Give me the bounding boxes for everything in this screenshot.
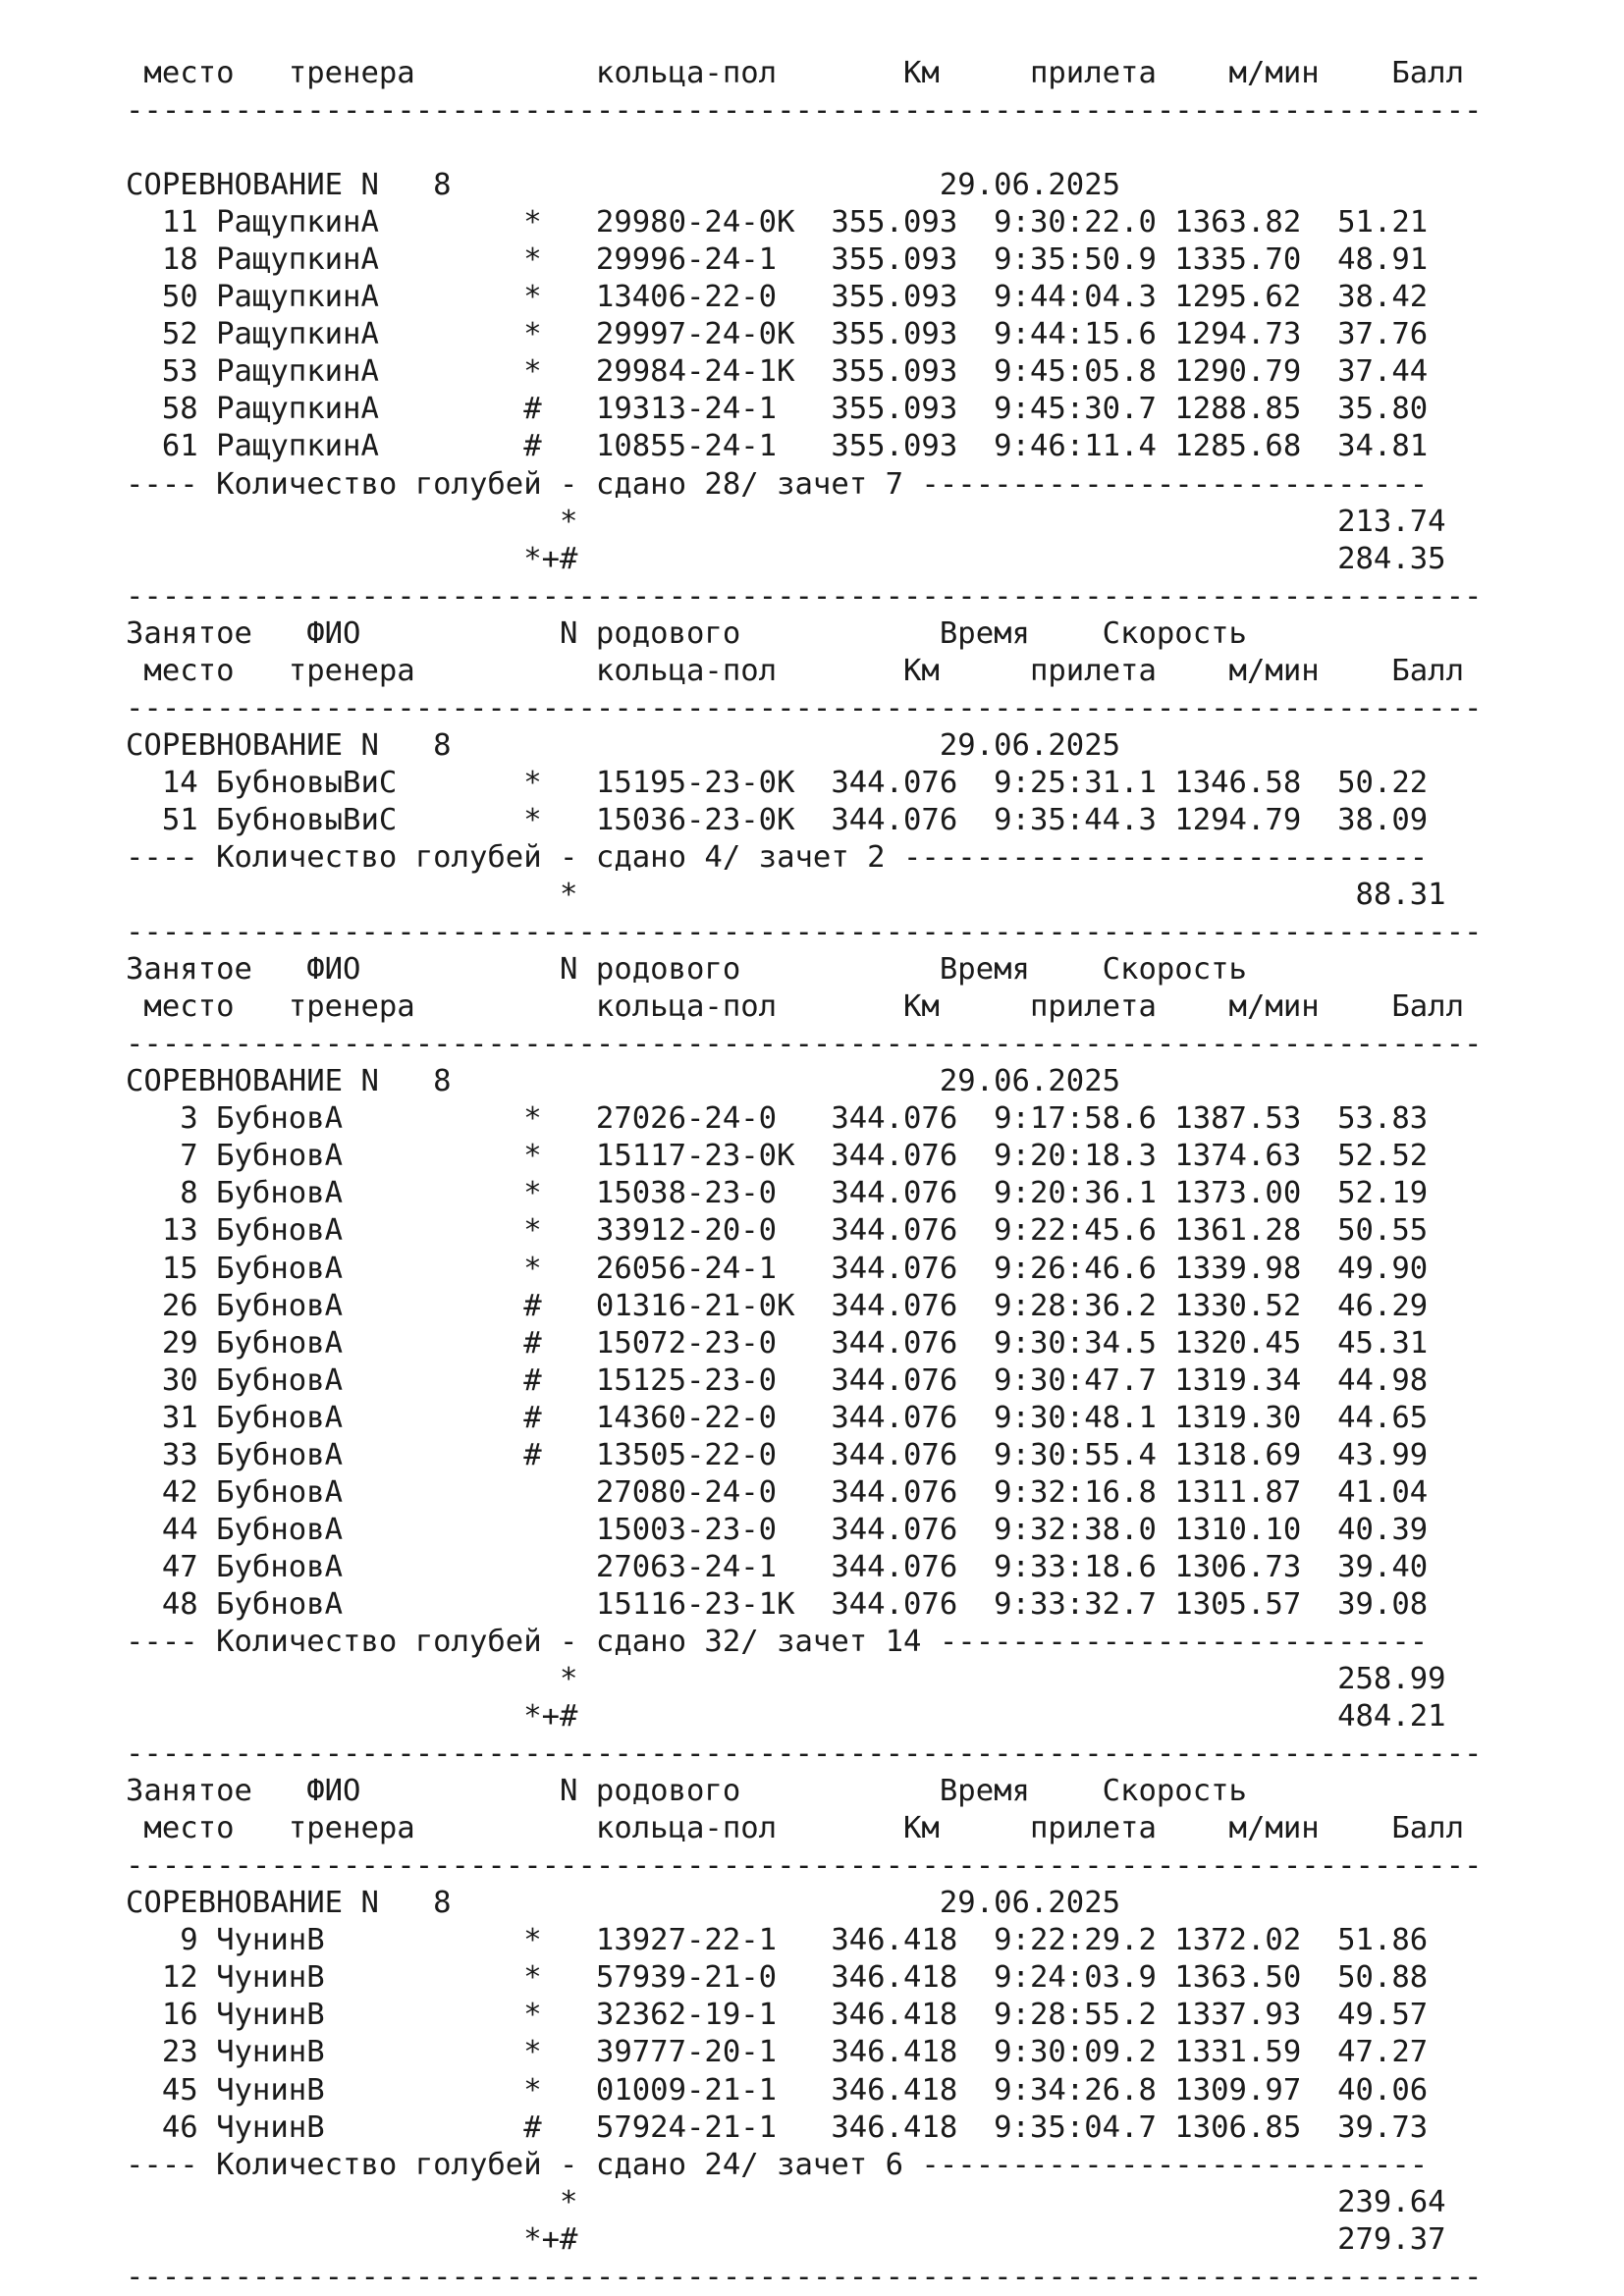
result-row: 11 РащупкинА * 29980-24-0К 355.093 9:30:22.0 1363.82 51.21 [126, 205, 1429, 240]
column-header-line-2: место тренера кольца-пол Км прилета м/мин Балл [126, 989, 1465, 1025]
result-row: 44 БубновА 15003-23-0 344.076 9:32:38.0 1310.10 40.39 [126, 1512, 1429, 1547]
result-row: 53 РащупкинА * 29984-24-1К 355.093 9:45:05.8 1290.79 37.44 [126, 354, 1429, 390]
result-row: 3 БубновА * 27026-24-0 344.076 9:17:58.6 1387.53 53.83 [126, 1101, 1429, 1137]
result-row: 16 ЧунинВ * 32362-19-1 346.418 9:28:55.2 1337.93 49.57 [126, 1998, 1429, 2033]
result-row: 7 БубновА * 15117-23-0К 344.076 9:20:18.3 1374.63 52.52 [126, 1139, 1429, 1174]
result-row: 47 БубновА 27063-24-1 344.076 9:33:18.6 1306.73 39.40 [126, 1549, 1429, 1584]
result-row: 14 БубновыВиС * 15195-23-0К 344.076 9:25:31.1 1346.58 50.22 [126, 765, 1429, 800]
separator-line: --------------------------------------------------------------------------- [126, 690, 1483, 725]
subtotal-line: * 88.31 [126, 878, 1446, 913]
subtotal-line: *+# 279.37 [126, 2221, 1446, 2257]
result-row: 23 ЧунинВ * 39777-20-1 346.418 9:30:09.2 1331.59 47.27 [126, 2035, 1429, 2070]
pigeon-count-summary: ---- Количество голубей - сдано 32/ зачет 14 --------------------------- [126, 1624, 1429, 1659]
result-row: 48 БубновА 15116-23-1К 344.076 9:33:32.7 1305.57 39.08 [126, 1586, 1429, 1622]
pigeon-count-summary: ---- Количество голубей - сдано 24/ зачет 6 ---------------------------- [126, 2147, 1429, 2182]
column-header-line-2: место тренера кольца-пол Км прилета м/мин Балл [126, 653, 1465, 688]
subtotal-line: *+# 284.35 [126, 541, 1446, 576]
result-row: 45 ЧунинВ * 01009-21-1 346.418 9:34:26.8 1309.97 40.06 [126, 2072, 1429, 2108]
pigeon-count-summary: ---- Количество голубей - сдано 4/ зачет 2 ----------------------------- [126, 839, 1429, 875]
result-row: 51 БубновыВиС * 15036-23-0К 344.076 9:35:44.3 1294.79 38.09 [126, 802, 1429, 837]
result-row: 58 РащупкинА # 19313-24-1 355.093 9:45:30.7 1288.85 35.80 [126, 392, 1429, 427]
result-row: 26 БубновА # 01316-21-0К 344.076 9:28:36.2 1330.52 46.29 [126, 1288, 1429, 1323]
competition-header: СОРЕВНОВАНИЕ N 8 29.06.2025 [126, 1886, 1121, 1921]
pigeon-count-summary: ---- Количество голубей - сдано 28/ зачет 7 ---------------------------- [126, 466, 1429, 502]
subtotal-line: *+# 484.21 [126, 1699, 1446, 1735]
result-row: 9 ЧунинВ * 13927-22-1 346.418 9:22:29.2 1372.02 51.86 [126, 1923, 1429, 1958]
separator-line: --------------------------------------------------------------------------- [126, 1736, 1483, 1772]
column-header-line-2: место тренера кольца-пол Км прилета м/мин Балл [126, 56, 1465, 90]
separator-line: --------------------------------------------------------------------------- [126, 578, 1483, 614]
competition-header: СОРЕВНОВАНИЕ N 8 29.06.2025 [126, 168, 1121, 203]
separator-line: --------------------------------------------------------------------------- [126, 1027, 1483, 1062]
result-row: 13 БубновА * 33912-20-0 344.076 9:22:45.6 1361.28 50.55 [126, 1213, 1429, 1249]
subtotal-line: * 239.64 [126, 2184, 1446, 2219]
result-row: 50 РащупкинА * 13406-22-0 355.093 9:44:04.3 1295.62 38.42 [126, 280, 1429, 315]
result-row: 18 РащупкинА * 29996-24-1 355.093 9:35:50.9 1335.70 48.91 [126, 242, 1429, 278]
result-row: 30 БубновА # 15125-23-0 344.076 9:30:47.7 1319.34 44.98 [126, 1362, 1429, 1398]
result-row: 29 БубновА # 15072-23-0 344.076 9:30:34.5 1320.45 45.31 [126, 1325, 1429, 1361]
result-row: 8 БубновА * 15038-23-0 344.076 9:20:36.1 1373.00 52.19 [126, 1176, 1429, 1211]
result-row: 31 БубновА # 14360-22-0 344.076 9:30:48.1 1319.30 44.65 [126, 1400, 1429, 1435]
separator-line: --------------------------------------------------------------------------- [126, 2259, 1483, 2294]
result-row: 42 БубновА 27080-24-0 344.076 9:32:16.8 1311.87 41.04 [126, 1474, 1429, 1510]
result-row: 15 БубновА * 26056-24-1 344.076 9:26:46.6 1339.98 49.90 [126, 1251, 1429, 1286]
column-header-line-1: Занятое ФИО N родового Время Скорость [126, 615, 1247, 651]
competition-header: СОРЕВНОВАНИЕ N 8 29.06.2025 [126, 727, 1121, 763]
results-report [126, 0, 1559, 2296]
blank-line [126, 130, 1559, 167]
separator-line: --------------------------------------------------------------------------- [126, 915, 1483, 950]
column-header-line-1: Занятое ФИО N родового Время Скорость [126, 1774, 1247, 1809]
separator-line: --------------------------------------------------------------------------- [126, 93, 1483, 129]
result-row: 12 ЧунинВ * 57939-21-0 346.418 9:24:03.9 1363.50 50.88 [126, 1960, 1429, 1996]
result-row: 52 РащупкинА * 29997-24-0К 355.093 9:44:15.6 1294.73 37.76 [126, 317, 1429, 352]
competition-header: СОРЕВНОВАНИЕ N 8 29.06.2025 [126, 1064, 1121, 1099]
result-row: 46 ЧунинВ # 57924-21-1 346.418 9:35:04.7 1306.85 39.73 [126, 2109, 1429, 2145]
column-header-line-1: Занятое ФИО N родового Время Скорость [126, 952, 1247, 988]
result-row: 33 БубновА # 13505-22-0 344.076 9:30:55.4 1318.69 43.99 [126, 1437, 1429, 1472]
column-header-line-2: место тренера кольца-пол Км прилета м/мин Балл [126, 1811, 1465, 1846]
subtotal-line: * 258.99 [126, 1662, 1446, 1697]
result-row: 61 РащупкинА # 10855-24-1 355.093 9:46:11.4 1285.68 34.81 [126, 429, 1429, 464]
subtotal-line: * 213.74 [126, 504, 1446, 539]
separator-line: --------------------------------------------------------------------------- [126, 1848, 1483, 1884]
